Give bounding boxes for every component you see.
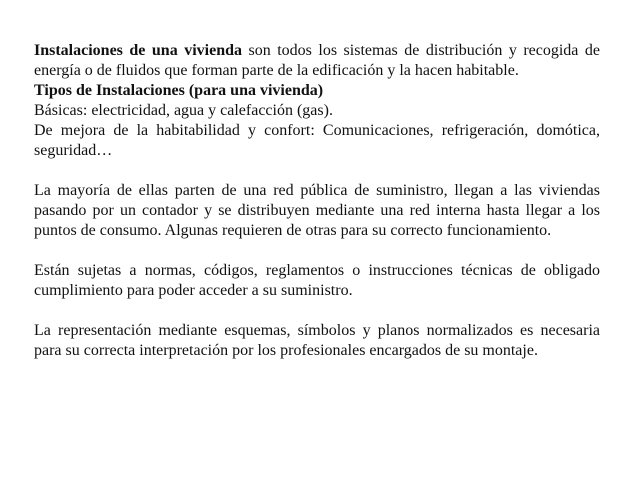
representation-paragraph: La representación mediante esquemas, símbolos y planos normalizados es necesaria para su correcta interpretación por los profesionales encargados de su montaje. [34, 322, 600, 359]
types-basic: Básicas: electricidad, agua y calefacción (gas). [34, 102, 333, 119]
supply-paragraph: La mayoría de ellas parten de una red pública de suministro, llegan a las viviendas pasando por un contador y se distribuyen mediante una red interna hasta llegar a los puntos de consumo. Algunas requieren de otras para su correcto funcionamiento. [34, 182, 600, 239]
intro-definition: son todos los sistemas de distribución y recogida de energía o de fluidos que forman parte de la edificación y la hacen habitable. [34, 42, 600, 79]
types-heading: Tipos de Instalaciones (para una vivienda) [34, 82, 324, 99]
regulations-paragraph: Están sujetas a normas, códigos, reglamentos o instrucciones técnicas de obligado cumplimiento para poder acceder a su suministro. [34, 262, 600, 299]
spacer [34, 301, 600, 321]
spacer [34, 241, 600, 261]
slide-content [34, 41, 600, 361]
intro-paragraph [34, 41, 600, 81]
intro-term: Instalaciones de una vivienda [34, 42, 242, 59]
spacer [34, 161, 600, 181]
types-improvement: De mejora de la habitabilidad y confort: Comunicaciones, refrigeración, domótica, seguridad… [34, 122, 600, 159]
